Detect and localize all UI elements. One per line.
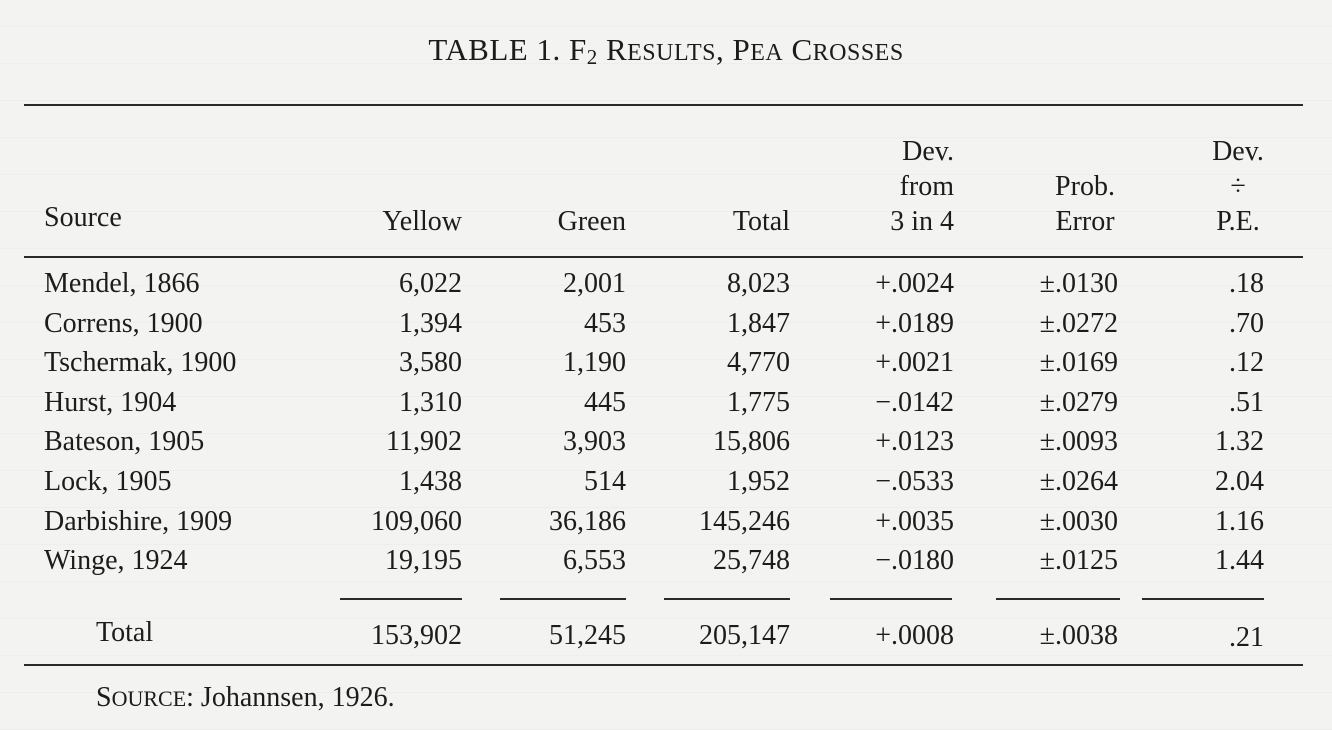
cell-source: Lock, 1905: [44, 466, 172, 497]
cell-green: 36,186: [549, 505, 626, 537]
cell-ratio: 1.16: [1215, 505, 1264, 537]
header-total: Total: [732, 206, 790, 237]
cell-yellow: 109,060: [371, 505, 462, 537]
cell-yellow: 1,310: [399, 386, 462, 418]
cell-prob: ±.0093: [1039, 426, 1118, 458]
cell-total: 1,952: [727, 466, 790, 497]
cell-dev: +.0035: [875, 505, 954, 537]
cell-prob: ±.0169: [1039, 347, 1118, 379]
cell-ratio: .51: [1229, 386, 1264, 418]
total-source: Total: [96, 617, 154, 648]
cell-source: Tschermak, 1900: [44, 347, 237, 379]
bottom-rule: [24, 664, 1303, 666]
total-prob: ±.0038: [1039, 620, 1118, 651]
total-green: 51,245: [549, 620, 626, 651]
cell-total: 15,806: [713, 426, 790, 458]
cell-source: Mendel, 1866: [44, 268, 200, 299]
total-ratio: .21: [1229, 622, 1264, 653]
header-prob-line1: Prob.: [1055, 171, 1115, 202]
header-ratio-line1: Dev.: [1212, 136, 1264, 167]
total-underline-dev: [830, 598, 952, 600]
total-total: 205,147: [699, 620, 790, 651]
cell-dev: +.0024: [875, 268, 954, 299]
cell-prob: ±.0030: [1039, 505, 1118, 537]
cell-ratio: 1.44: [1215, 545, 1264, 577]
cell-prob: ±.0264: [1039, 466, 1118, 497]
cell-total: 25,748: [713, 545, 790, 577]
total-underline-prob: [996, 598, 1120, 600]
header-dev-line3: 3 in 4: [890, 206, 954, 237]
header-ratio-line2: ÷: [1230, 171, 1246, 202]
cell-prob: ±.0279: [1039, 386, 1118, 418]
cell-yellow: 6,022: [399, 268, 462, 299]
cell-green: 3,903: [563, 426, 626, 458]
cell-ratio: 1.32: [1215, 426, 1264, 458]
cell-total: 1,775: [727, 386, 790, 418]
cell-yellow: 3,580: [399, 347, 462, 379]
cell-ratio: .70: [1229, 307, 1264, 339]
cell-ratio: .18: [1229, 268, 1264, 299]
total-underline-ratio: [1142, 598, 1264, 600]
header-dev-line1: Dev.: [902, 136, 954, 167]
cell-yellow: 19,195: [385, 545, 462, 577]
cell-dev: −.0533: [875, 466, 954, 497]
cell-total: 1,847: [727, 307, 790, 339]
cell-ratio: 2.04: [1215, 466, 1264, 497]
cell-source: Correns, 1900: [44, 307, 203, 339]
cell-source: Winge, 1924: [44, 545, 188, 577]
header-ratio-line3: P.E.: [1216, 206, 1260, 237]
cell-dev: +.0021: [875, 347, 954, 379]
cell-source: Bateson, 1905: [44, 426, 205, 458]
source-footnote: SOURCE: Johannsen, 1926.: [96, 682, 395, 713]
cell-ratio: .12: [1229, 347, 1264, 379]
header-rule: [24, 256, 1303, 258]
cell-green: 1,190: [563, 347, 626, 379]
header-dev-line2: from: [899, 171, 954, 202]
cell-prob: ±.0125: [1039, 545, 1118, 577]
cell-yellow: 1,394: [399, 307, 462, 339]
cell-green: 453: [584, 307, 626, 339]
cell-yellow: 1,438: [399, 466, 462, 497]
cell-source: Darbishire, 1909: [44, 505, 233, 537]
cell-source: Hurst, 1904: [44, 386, 177, 418]
cell-green: 6,553: [563, 545, 626, 577]
cell-total: 145,246: [699, 505, 790, 537]
top-rule: [24, 104, 1303, 106]
cell-prob: ±.0272: [1039, 307, 1118, 339]
total-yellow: 153,902: [371, 620, 462, 651]
cell-dev: +.0189: [875, 307, 954, 339]
cell-prob: ±.0130: [1039, 268, 1118, 299]
total-underline-green: [500, 598, 626, 600]
total-underline-yellow: [340, 598, 462, 600]
header-green: Green: [557, 206, 626, 237]
cell-green: 445: [584, 386, 626, 418]
table-title: TABLE 1. F2 RESULTS, PEA CROSSES: [428, 32, 904, 69]
cell-green: 514: [584, 466, 626, 497]
cell-dev: −.0180: [875, 545, 954, 577]
cell-green: 2,001: [563, 268, 626, 299]
header-yellow: Yellow: [382, 206, 462, 237]
cell-total: 4,770: [727, 347, 790, 379]
cell-dev: +.0123: [875, 426, 954, 458]
cell-total: 8,023: [727, 268, 790, 299]
total-underline-total: [664, 598, 790, 600]
cell-yellow: 11,902: [386, 426, 462, 458]
header-source: Source: [44, 202, 122, 233]
header-prob-line2: Error: [1055, 206, 1115, 237]
total-dev: +.0008: [875, 620, 954, 651]
cell-dev: −.0142: [875, 386, 954, 418]
